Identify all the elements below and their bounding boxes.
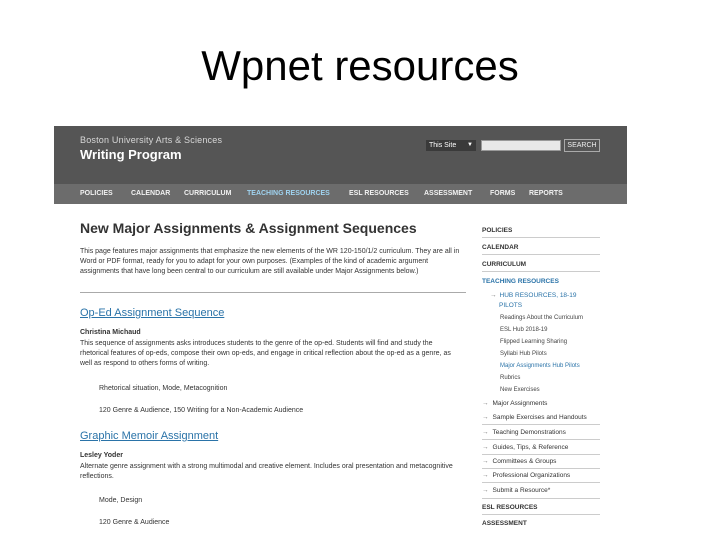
nav-assessment[interactable]: ASSESSMENT <box>424 190 473 197</box>
sidebar-sample-exercises[interactable] <box>482 414 587 421</box>
section-author: Christina Michaud <box>80 329 141 336</box>
nav-esl-resources[interactable]: ESL RESOURCES <box>349 190 409 197</box>
arrow-right-icon: → <box>482 458 489 465</box>
search-button[interactable]: SEARCH <box>564 139 600 152</box>
section-tag: Rhetorical situation, Mode, Metacognition <box>99 385 228 392</box>
sidebar-divider <box>482 514 600 515</box>
sidebar-divider <box>482 468 600 469</box>
arrow-right-icon: → <box>482 400 489 407</box>
arrow-right-icon: → <box>482 414 489 421</box>
site-scope-select[interactable] <box>426 140 476 151</box>
section-tag: Mode, Design <box>99 497 143 504</box>
sidebar-subitem[interactable]: Syllabi Hub Pilots <box>500 351 547 357</box>
sidebar-esl-resources[interactable]: ESL RESOURCES <box>482 504 538 511</box>
masthead <box>54 126 627 184</box>
divider <box>80 292 466 293</box>
section-description: This sequence of assignments asks introduces students to the genre of the op-ed. Students will find and study the rhetorical features of op-eds, compose their own op-eds, and engage in critical reflection about the op-ed as a genre, as well as respond to others forms of writing. <box>80 340 451 367</box>
sidebar-teaching-demonstrations[interactable] <box>482 429 566 436</box>
sidebar-policies[interactable]: POLICIES <box>482 227 513 234</box>
intro-text: This page features major assignments that emphasize the new elements of the WR 120-150/1/2 curriculum. They are all in Word or PDF format, ready for you to adapt for your own purposes. (Examples of the kind of academic argument assignments that have long been central to our curriculum are still available under Major Assignments below.) <box>80 248 460 275</box>
sidebar-item-label: Professional Organizations <box>492 472 571 479</box>
main-nav <box>54 184 627 204</box>
sidebar-hub-resources-label: HUB RESOURCES, 18-19 <box>499 292 577 299</box>
arrow-right-icon: → <box>482 429 489 436</box>
sidebar-item-label: Guides, Tips, & Reference <box>492 444 569 451</box>
sidebar-divider <box>482 424 600 425</box>
sidebar-divider <box>482 439 600 440</box>
sidebar-subitem[interactable]: ESL Hub 2018-19 <box>500 327 548 333</box>
website-screenshot <box>54 126 627 540</box>
sidebar-item-label: Submit a Resource* <box>492 487 551 494</box>
brand-program[interactable]: Writing Program <box>80 147 182 162</box>
arrow-right-icon: → <box>490 292 497 299</box>
sidebar-item-label: Teaching Demonstrations <box>492 429 566 436</box>
page-heading: New Major Assignments & Assignment Sequences <box>80 220 417 236</box>
sidebar-divider <box>482 482 600 483</box>
sidebar-professional-organizations[interactable] <box>482 472 570 479</box>
search-input[interactable] <box>481 140 561 151</box>
nav-curriculum[interactable]: CURRICULUM <box>184 190 232 197</box>
section-tag: 120 Genre & Audience, 150 Writing for a Non-Academic Audience <box>99 407 304 414</box>
nav-forms[interactable]: FORMS <box>490 190 516 197</box>
arrow-right-icon: → <box>482 444 489 451</box>
sidebar-subitem[interactable]: Flipped Learning Sharing <box>500 339 568 345</box>
sidebar-assessment[interactable]: ASSESSMENT <box>482 520 527 527</box>
nav-teaching-resources[interactable]: TEACHING RESOURCES <box>247 190 330 197</box>
sidebar-item-label: Major Assignments <box>492 400 548 407</box>
sidebar-major-assignments[interactable] <box>482 400 547 407</box>
sidebar-divider <box>482 454 600 455</box>
nav-policies[interactable]: POLICIES <box>80 190 113 197</box>
arrow-right-icon: → <box>482 487 489 494</box>
sidebar-divider <box>482 254 600 255</box>
section-author: Lesley Yoder <box>80 452 123 459</box>
brand-university[interactable]: Boston University Arts & Sciences <box>80 135 223 145</box>
sidebar-curriculum[interactable]: CURRICULUM <box>482 261 527 268</box>
sidebar-committees-groups[interactable] <box>482 458 556 465</box>
sidebar-divider <box>482 237 600 238</box>
sidebar-hub-resources[interactable] <box>490 292 576 299</box>
nav-reports[interactable]: REPORTS <box>529 190 563 197</box>
sidebar-subitem[interactable]: New Exercises <box>500 387 540 393</box>
sidebar-teaching-resources[interactable]: TEACHING RESOURCES <box>482 278 559 285</box>
nav-calendar[interactable]: CALENDAR <box>131 190 171 197</box>
sidebar-item-label: Committees & Groups <box>492 458 557 465</box>
sidebar-calendar[interactable]: CALENDAR <box>482 244 519 251</box>
sidebar-guides-tips[interactable] <box>482 444 568 451</box>
sidebar-subitem[interactable]: Readings About the Curriculum <box>500 315 584 321</box>
arrow-right-icon: → <box>482 472 489 479</box>
section-title-link[interactable]: Graphic Memoir Assignment <box>80 430 219 442</box>
site-scope-label: This Site <box>429 142 457 149</box>
sidebar-divider <box>482 271 600 272</box>
section-description: Alternate genre assignment with a strong multimodal and creative element. Includes oral presentation and metacognitive reflections. <box>80 463 453 480</box>
sidebar-subitem-active[interactable]: Major Assignments Hub Pilots <box>500 363 580 369</box>
sidebar-subitem[interactable]: Rubrics <box>500 375 521 381</box>
sidebar-divider <box>482 498 600 499</box>
sidebar-submit-resource[interactable] <box>482 487 550 494</box>
section-tag: 120 Genre & Audience <box>99 519 170 526</box>
section-title-link[interactable]: Op-Ed Assignment Sequence <box>80 307 225 319</box>
sidebar-pilots[interactable]: PILOTS <box>499 302 523 309</box>
slide-title: Wpnet resources <box>201 42 519 89</box>
chevron-down-icon: ▼ <box>467 142 473 148</box>
sidebar-item-label: Sample Exercises and Handouts <box>492 414 587 421</box>
